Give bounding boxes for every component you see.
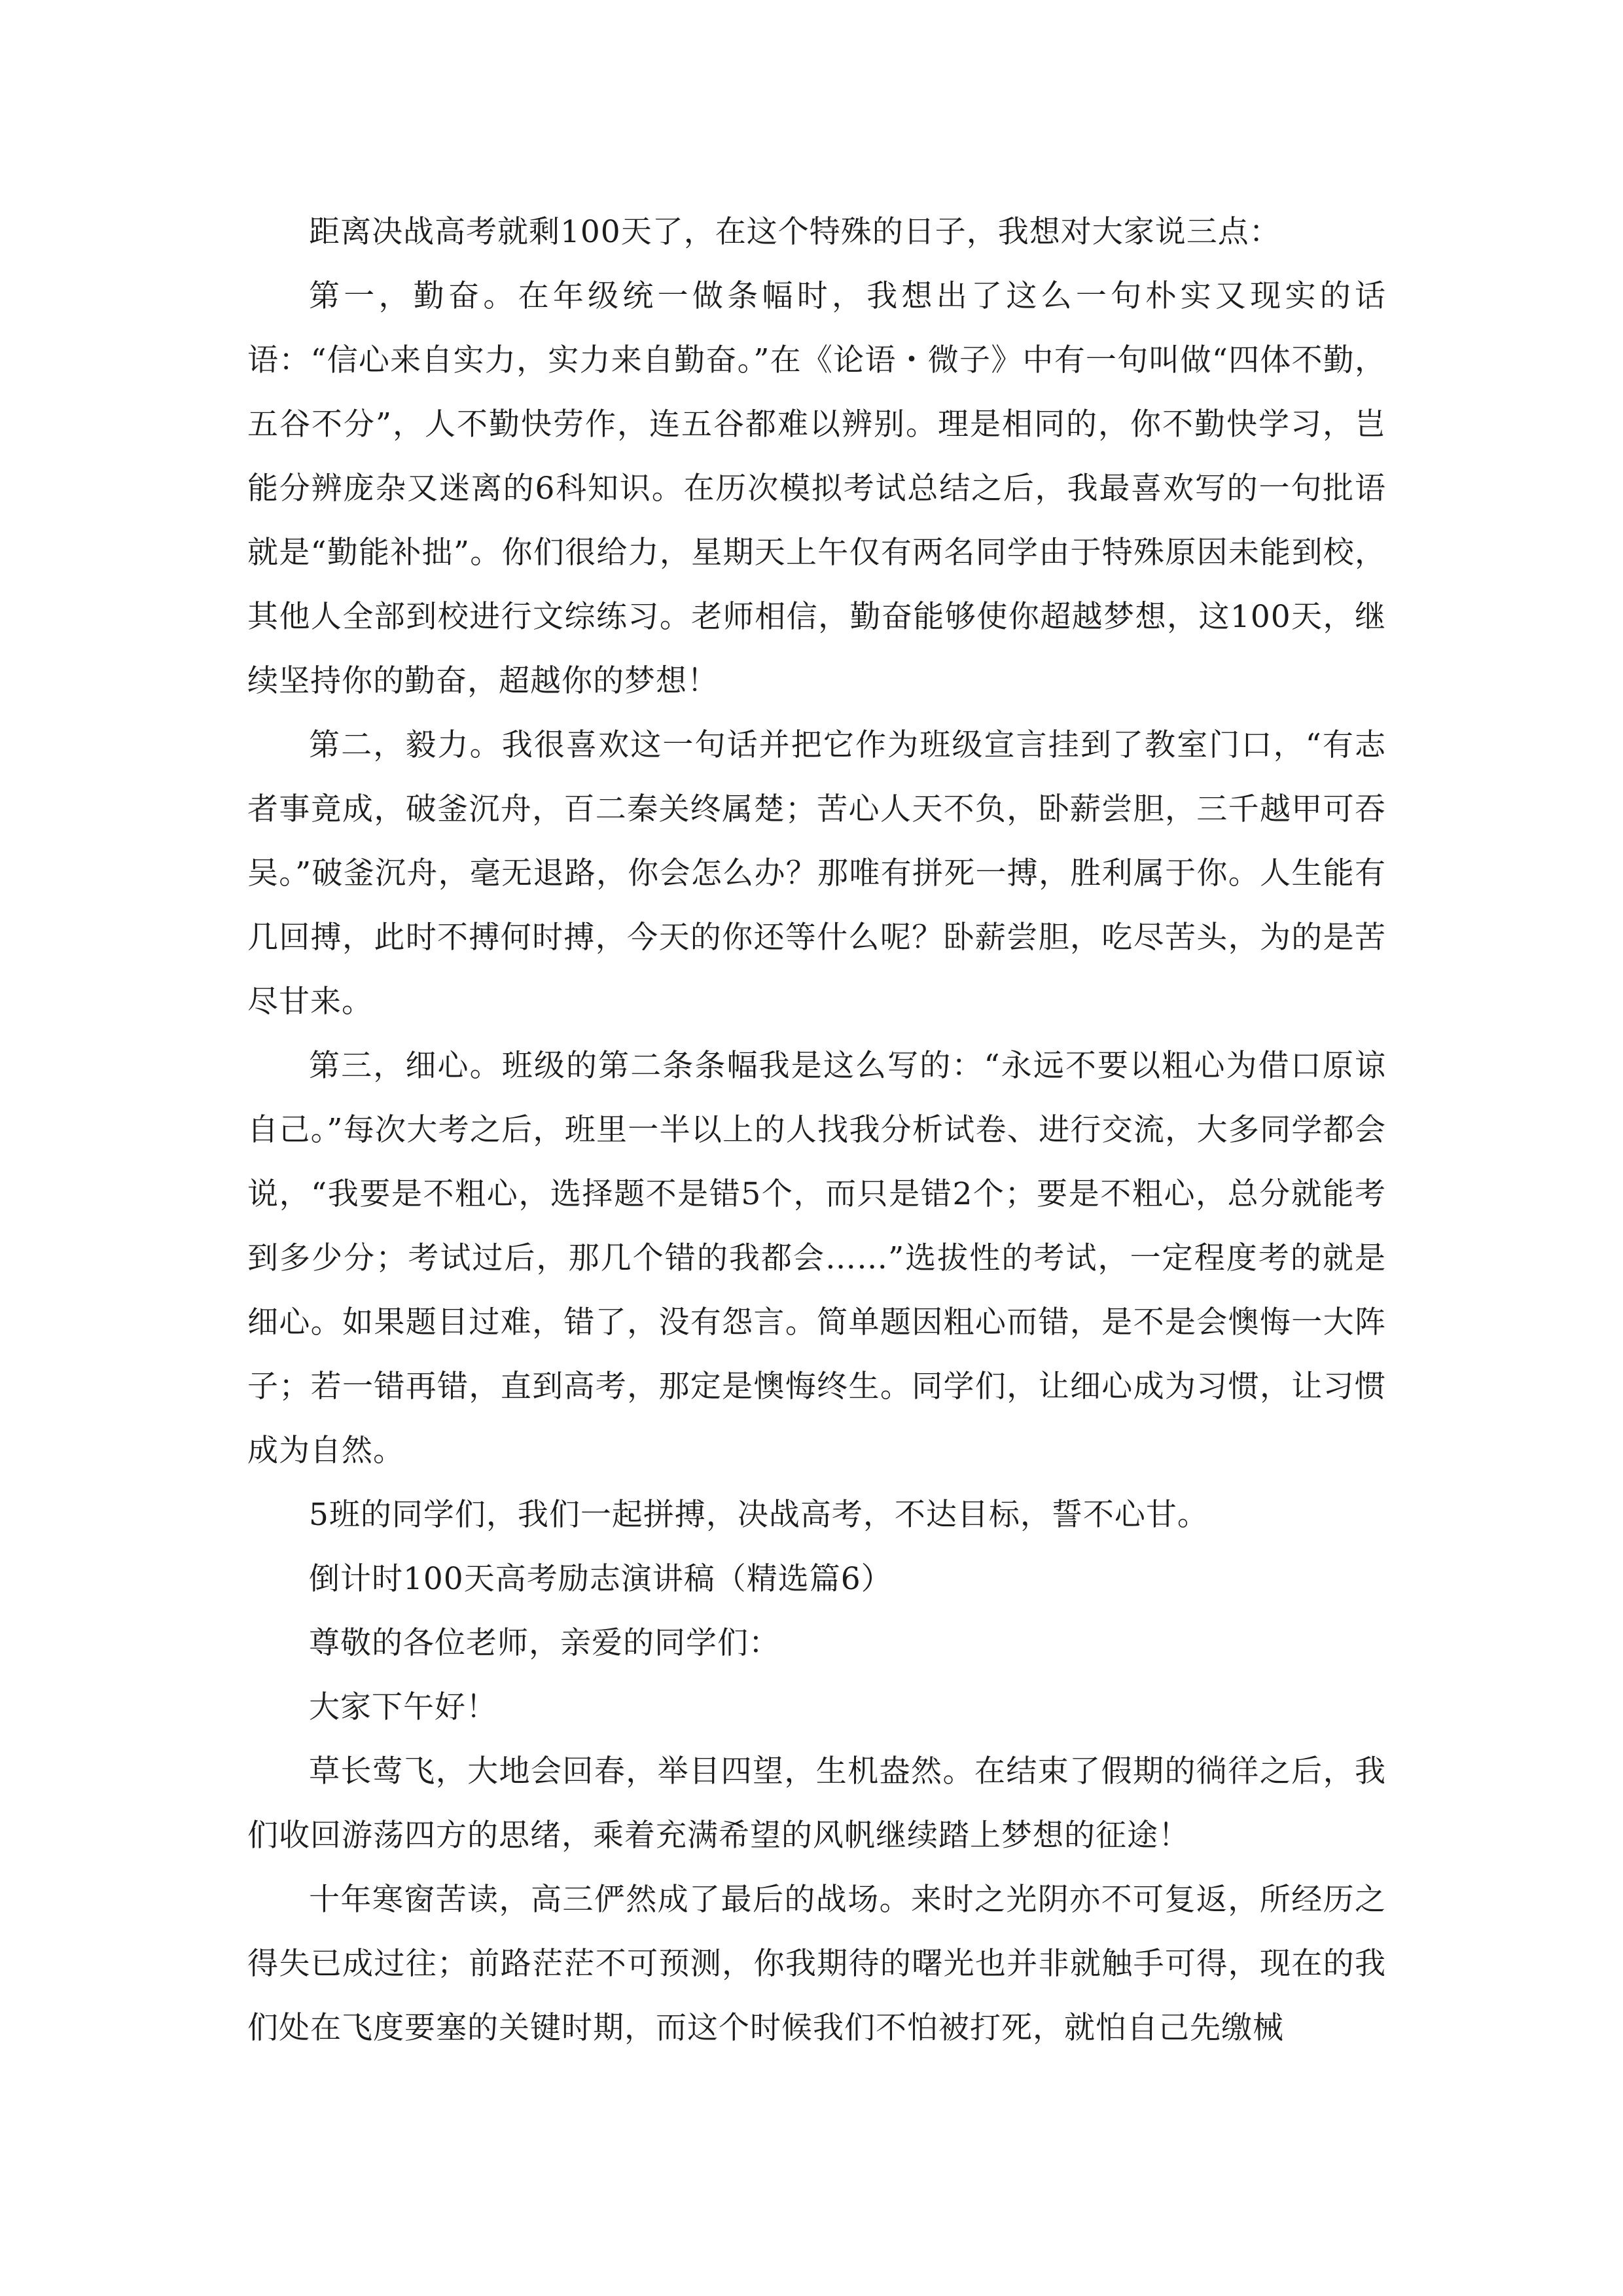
document-body [247,200,1386,2060]
salutation: 尊敬的各位老师，亲爱的同学们： [309,1625,780,1661]
paragraph-class-closing: 5班的同学们，我们一起拼搏，决战高考，不达目标，誓不心甘。 [309,1497,1209,1533]
section-heading: 倒计时100天高考励志演讲稿（精选篇6） [309,1561,893,1597]
paragraph-intro: 距离决战高考就剩100天了，在这个特殊的日子，我想对大家说三点： [309,214,1281,250]
greeting: 大家下午好！ [309,1689,497,1725]
paragraph-final-battle: 十年寒窗苦读，高三俨然成了最后的战场。来时之光阴亦不可复返，所经历之得失已成过往；前路茫茫不可预测，你我期待的曙光也并非就触手可得，现在的我们处在飞度要塞的关键时期，而这个时候我们不怕被打死，就怕自己先缴械 [247,1882,1386,2046]
paragraph-spring: 草长莺飞，大地会回春，举目四望，生机盎然。在结束了假期的徜徉之后，我们收回游荡四方的思绪，乘着充满希望的风帆继续踏上梦想的征途！ [247,1753,1386,1854]
paragraph-perseverance: 第二，毅力。我很喜欢这一句话并把它作为班级宣言挂到了教室门口，“有志者事竟成，破釜沉舟，百二秦关终属楚；苦心人天不负，卧薪尝胆，三千越甲可吞吴。”破釜沉舟，毫无退路，你会怎么办？那唯有拼死一搏，胜利属于你。人生能有几回搏，此时不搏何时搏，今天的你还等什么呢？卧薪尝胆，吃尽苦头，为的是苦尽甘来。 [247,727,1386,1020]
paragraph-diligence: 第一，勤奋。在年级统一做条幅时，我想出了这么一句朴实又现实的话语：“信心来自实力，实力来自勤奋。”在《论语・微子》中有一句叫做“四体不勤，五谷不分”，人不勤快劳作，连五谷都难以辨别。理是相同的，你不勤快学习，岂能分辨庞杂又迷离的6科知识。在历次模拟考试总结之后，我最喜欢写的一句批语就是“勤能补拙”。你们很给力，星期天上午仅有两名同学由于特殊原因未能到校，其他人全部到校进行文综练习。老师相信，勤奋能够使你超越梦想，这100天，继续坚持你的勤奋，超越你的梦想！ [247,278,1386,699]
paragraph-carefulness: 第三，细心。班级的第二条条幅我是这么写的：“永远不要以粗心为借口原谅自己。”每次大考之后，班里一半以上的人找我分析试卷、进行交流，大多同学都会说，“我要是不粗心，选择题不是错5个，而只是错2个；要是不粗心，总分就能考到多少分；考试过后，那几个错的我都会……”选拔性的考试，一定程度考的就是细心。如果题目过难，错了，没有怨言。简单题因粗心而错，是不是会懊悔一大阵子；若一错再错，直到高考，那定是懊悔终生。同学们，让细心成为习惯，让习惯成为自然。 [247,1048,1386,1469]
